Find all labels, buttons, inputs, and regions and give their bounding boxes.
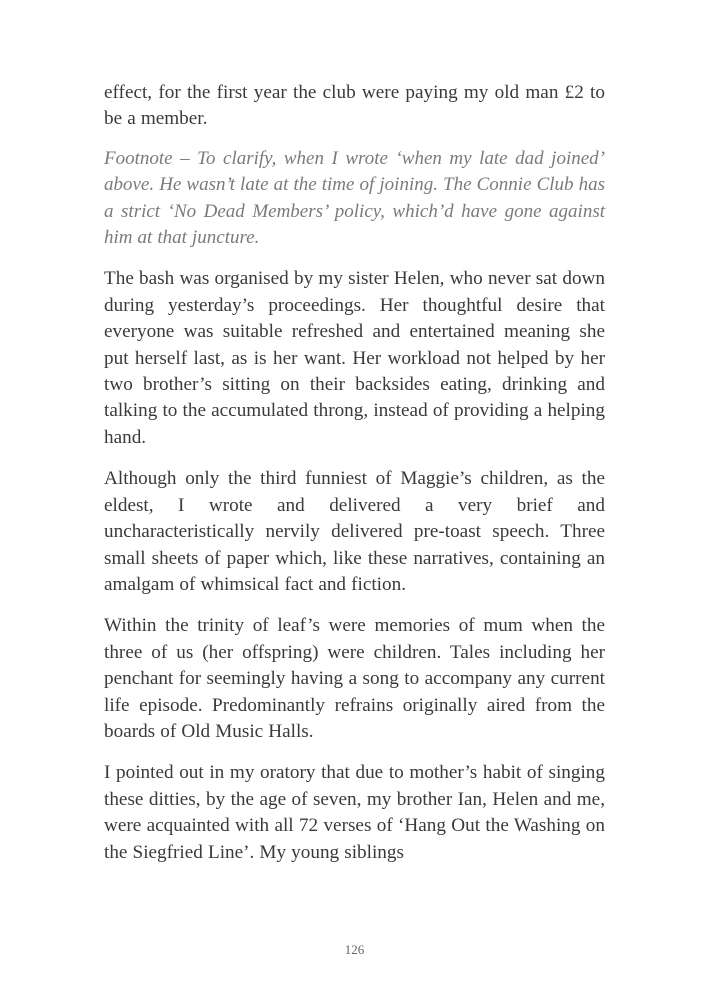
paragraph-party: The bash was organised by my sister Helen, who never sat down during yesterday’s proceedings. Her thoughtful desire that everyone was suitable refreshed and entertained meaning she put herself last, as is her want. Her workload not helped by her two brother’s sitting on their backsides eating, drinking and talking to the accumulated throng, instead of providing a helping hand. (104, 268, 605, 448)
paragraph-continuation: effect, for the first year the club were paying my old man £2 to be a member. (104, 82, 605, 130)
page-number: 126 (344, 942, 365, 957)
footnote-paragraph: Footnote – To clarify, when I wrote ‘when my late dad joined’ above. He wasn’t late at the time of joining. The Connie Club has a strict ‘No Dead Members’ policy, which’d have gone against him at that juncture. (104, 147, 605, 249)
paragraph-memories: Within the trinity of leaf’s were memories of mum when the three of us (her offspring) were children. Tales including her penchant for seemingly having a song to accompany any current life episode. Predominantly refrains originally aired from the boards of Old Music Halls. (104, 615, 605, 742)
paragraph-speech: Although only the third funniest of Maggie’s children, as the eldest, I wrote and delivered a very brief and uncharacteristically nervily delivered pre-toast speech. Three small sheets of paper which, like these narratives, containing an amalgam of whimsical fact and fiction. (104, 468, 605, 595)
paragraph-oratory: I pointed out in my oratory that due to mother’s habit of singing these ditties, by the age of seven, my brother Ian, Helen and me, were acquainted with all 72 verses of ‘Hang Out the Washing on the Siegfried Line’. My young siblings (104, 762, 605, 863)
